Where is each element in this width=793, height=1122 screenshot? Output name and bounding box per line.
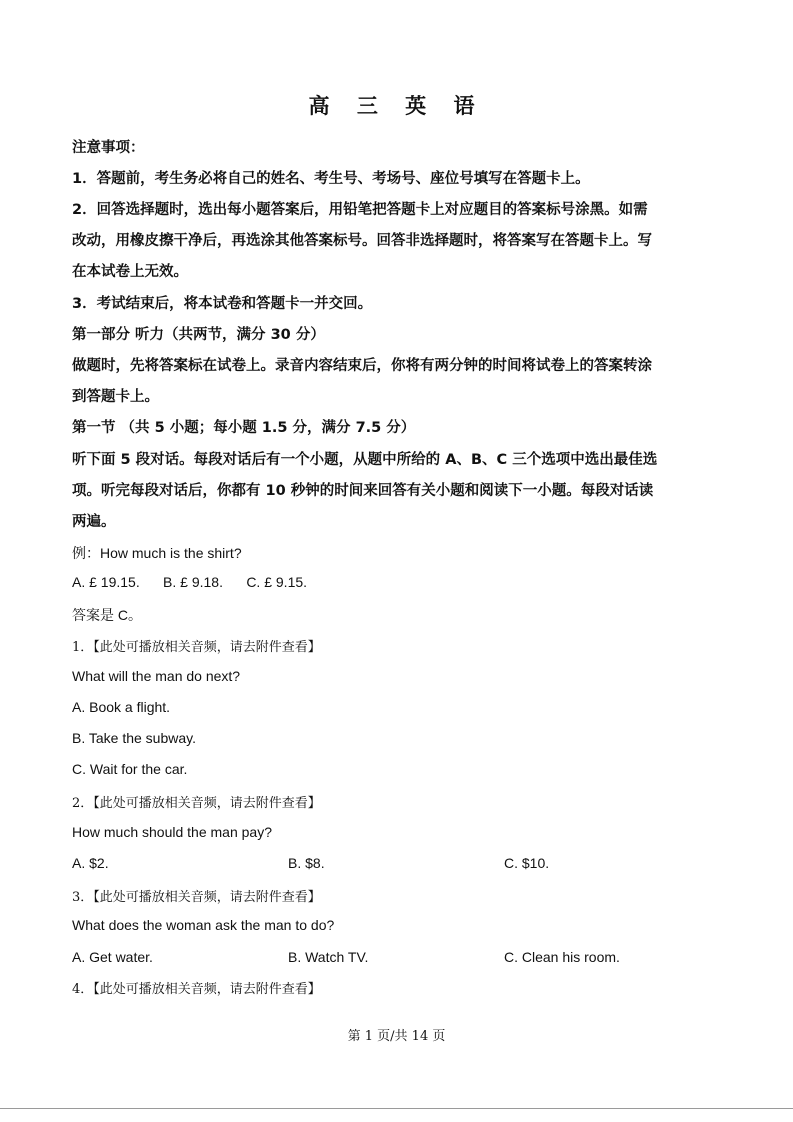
notice-item-1: 1．答题前，考生务必将自己的姓名、考生号、考场号、座位号填写在答题卡上。 (72, 171, 590, 187)
question-3-option-a: A. Get water. (72, 949, 153, 965)
bottom-divider (0, 1108, 793, 1109)
question-3-audio-note: 3．【此处可播放相关音频，请去附件查看】 (72, 890, 321, 905)
notice-item-3: 3．考试结束后，将本试卷和答题卡一并交回。 (72, 296, 373, 312)
page-title: 高 三 英 语 (308, 93, 485, 118)
part1-instruction-line-2: 到答题卡上。 (72, 389, 159, 405)
question-3-stem: What does the woman ask the man to do? (72, 917, 335, 933)
question-1-option-b: B. Take the subway. (72, 730, 196, 746)
section1-instruction-line-3: 两遍。 (72, 514, 116, 530)
question-2-option-b: B. $8. (288, 855, 325, 871)
question-2-stem: How much should the man pay? (72, 824, 272, 840)
question-2-options (72, 855, 549, 871)
question-4-audio-note: 4．【此处可播放相关音频，请去附件查看】 (72, 982, 321, 997)
part1-heading: 第一部分 听力（共两节，满分 30 分） (72, 327, 325, 343)
notice-heading: 注意事项： (72, 140, 145, 156)
section1-instruction-line-2: 项。听完每段对话后，你都有 10 秒钟的时间来回答有关小题和阅读下一小题。每段对话读 (72, 483, 654, 499)
example-question: 例：How much is the shirt? (72, 545, 242, 561)
question-3-option-b: B. Watch TV. (288, 949, 369, 965)
page-footer: 第 1 页/共 14 页 (347, 1029, 446, 1044)
section1-instruction-line-1: 听下面 5 段对话。每段对话后有一个小题，从题中所给的 A、B、C 三个选项中选出最佳选 (72, 452, 658, 468)
example-options: A. £ 19.15. B. £ 9.18. C. £ 9.15. (72, 574, 308, 590)
question-1-stem: What will the man do next? (72, 668, 241, 684)
notice-item-2-line-1: 2．回答选择题时，选出每小题答案后，用铅笔把答题卡上对应题目的答案标号涂黑。如需 (72, 202, 648, 218)
notice-item-2-line-2: 改动，用橡皮擦干净后，再选涂其他答案标号。回答非选择题时，将答案写在答题卡上。写 (72, 233, 652, 249)
question-1-option-a: A. Book a flight. (72, 699, 171, 715)
notice-item-2-line-3: 在本试卷上无效。 (72, 264, 188, 280)
question-3-option-c: C. Clean his room. (504, 949, 620, 965)
question-2-option-a: A. $2. (72, 855, 109, 871)
part1-instruction-line-1: 做题时，先将答案标在试卷上。录音内容结束后，你将有两分钟的时间将试卷上的答案转涂 (72, 358, 652, 374)
question-2-audio-note: 2．【此处可播放相关音频，请去附件查看】 (72, 796, 321, 811)
section1-heading: 第一节 （共 5 小题；每小题 1.5 分，满分 7.5 分） (72, 420, 416, 436)
question-1-audio-note: 1．【此处可播放相关音频，请去附件查看】 (72, 640, 321, 655)
question-1-option-c: C. Wait for the car. (72, 761, 188, 777)
question-3-options (72, 949, 620, 965)
question-2-option-c: C. $10. (504, 855, 550, 871)
example-answer: 答案是 C。 (72, 607, 142, 623)
